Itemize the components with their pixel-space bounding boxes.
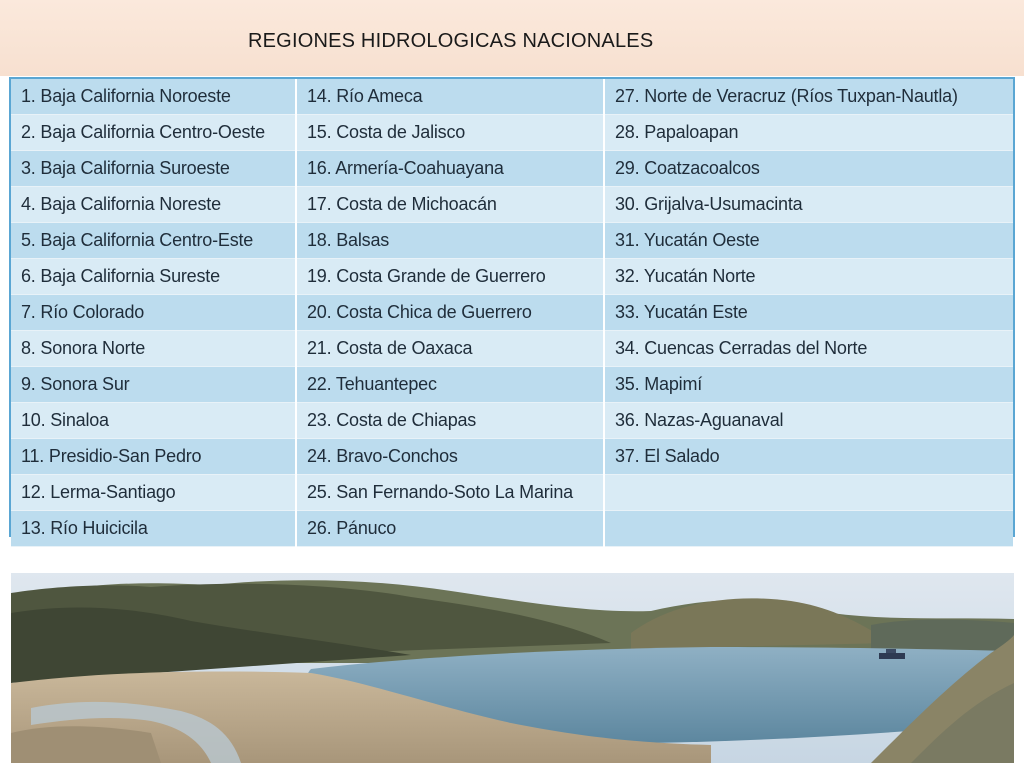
table-cell: 26. Pánuco [296, 511, 604, 547]
table-cell: 8. Sonora Norte [11, 331, 296, 367]
table-cell: 7. Río Colorado [11, 295, 296, 331]
table-cell: 1. Baja California Noroeste [11, 79, 296, 115]
table-cell: 14. Río Ameca [296, 79, 604, 115]
table-cell: 16. Armería-Coahuayana [296, 151, 604, 187]
table-cell: 13. Río Huicicila [11, 511, 296, 547]
table-row [11, 79, 1013, 115]
table-cell: 32. Yucatán Norte [604, 259, 1013, 295]
table-cell: 21. Costa de Oaxaca [296, 331, 604, 367]
landscape-photo [11, 573, 1014, 763]
table-row [11, 511, 1013, 547]
table-cell: 29. Coatzacoalcos [604, 151, 1013, 187]
table-row [11, 151, 1013, 187]
regions-table [9, 77, 1015, 537]
table-row [11, 295, 1013, 331]
table-row [11, 223, 1013, 259]
table-cell: 3. Baja California Suroeste [11, 151, 296, 187]
table-cell: 10. Sinaloa [11, 403, 296, 439]
table-cell: 34. Cuencas Cerradas del Norte [604, 331, 1013, 367]
table-row [11, 187, 1013, 223]
table-cell: 9. Sonora Sur [11, 367, 296, 403]
table-cell: 35. Mapimí [604, 367, 1013, 403]
table-cell: 27. Norte de Veracruz (Ríos Tuxpan-Nautla) [604, 79, 1013, 115]
table-cell: 4. Baja California Noreste [11, 187, 296, 223]
regions-table-grid [11, 79, 1013, 547]
table-cell: 18. Balsas [296, 223, 604, 259]
table-cell: 15. Costa de Jalisco [296, 115, 604, 151]
table-cell: 25. San Fernando-Soto La Marina [296, 475, 604, 511]
table-cell: 5. Baja California Centro-Este [11, 223, 296, 259]
regions-table-body [11, 79, 1013, 547]
table-cell: 17. Costa de Michoacán [296, 187, 604, 223]
table-row [11, 367, 1013, 403]
table-row [11, 115, 1013, 151]
table-cell: 30. Grijalva-Usumacinta [604, 187, 1013, 223]
table-cell: 6. Baja California Sureste [11, 259, 296, 295]
table-cell: 19. Costa Grande de Guerrero [296, 259, 604, 295]
table-row [11, 475, 1013, 511]
table-row [11, 331, 1013, 367]
table-cell: 33. Yucatán Este [604, 295, 1013, 331]
table-cell: 2. Baja California Centro-Oeste [11, 115, 296, 151]
table-row [11, 403, 1013, 439]
table-cell: 12. Lerma-Santiago [11, 475, 296, 511]
table-cell [604, 511, 1013, 547]
table-cell: 31. Yucatán Oeste [604, 223, 1013, 259]
page-title: REGIONES HIDROLOGICAS NACIONALES [248, 30, 654, 52]
table-cell: 28. Papaloapan [604, 115, 1013, 151]
table-cell: 23. Costa de Chiapas [296, 403, 604, 439]
table-cell: 20. Costa Chica de Guerrero [296, 295, 604, 331]
table-cell: 37. El Salado [604, 439, 1013, 475]
table-cell: 36. Nazas-Aguanaval [604, 403, 1013, 439]
table-cell: 22. Tehuantepec [296, 367, 604, 403]
table-cell [604, 475, 1013, 511]
table-row [11, 259, 1013, 295]
table-row [11, 439, 1013, 475]
table-cell: 24. Bravo-Conchos [296, 439, 604, 475]
table-cell: 11. Presidio-San Pedro [11, 439, 296, 475]
